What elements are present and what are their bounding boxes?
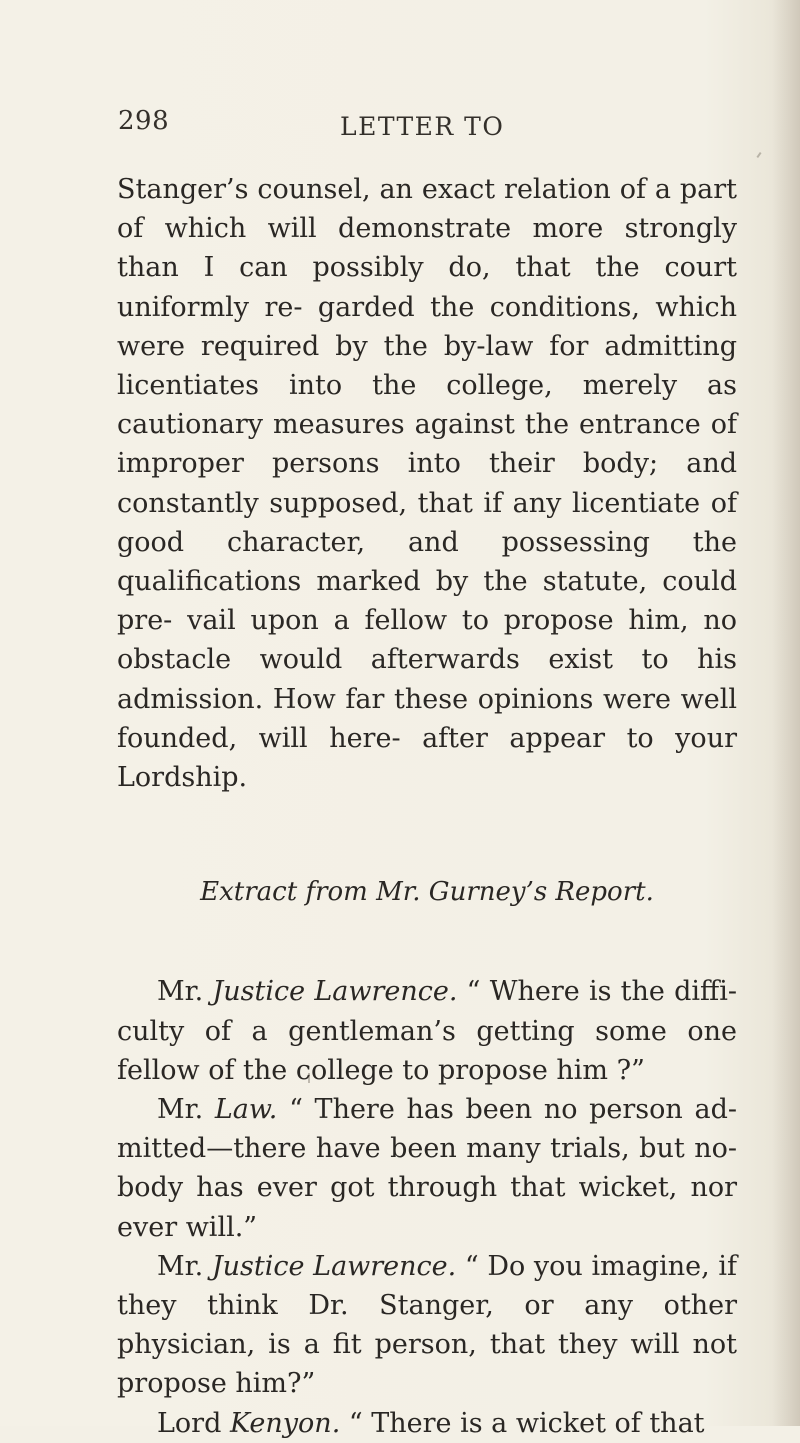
extract-caption: Extract from Mr. Gurney’s Report.	[200, 877, 654, 908]
page-number: 298	[118, 106, 170, 136]
exchange-4	[117, 1404, 737, 1443]
speech-text: “ There is a wicket of that	[348, 1407, 705, 1439]
page-body	[117, 170, 737, 1443]
print-speck	[308, 1073, 310, 1083]
running-head: LETTER TO	[340, 112, 505, 141]
speaker-name: Law.	[214, 1094, 278, 1126]
speaker-title: Lord	[157, 1407, 222, 1439]
speaker-name: Justice Lawrence.	[211, 1250, 457, 1282]
page-header	[0, 98, 800, 158]
speaker-title: Mr.	[157, 1250, 204, 1282]
speech-text: “ There has been no person ad- mitted—there have been many trials, but no- body has ever got through that wicket, nor ever will.”	[117, 1094, 737, 1243]
exchange-2	[117, 1090, 737, 1247]
speech-text: “ Do you imagine, if they think Dr. Stanger, or any other physician, is a fit person, that they will not propose him?”	[117, 1250, 737, 1400]
paragraph-1: Stanger’s counsel, an exact relation of a part of which will demonstrate more strongly than I can possibly do, that the court uniformly re- garded the conditions, which were required by the by-law for admitting licentiates into the college, merely as cautionary measures against the entrance of improper persons into their body; and constantly supposed, that if any licentiate of good character, and possessing the qualifications marked by the statute, could pre- vail upon a fellow to propose him, no obstacle would afterwards exist to his admission. How far these opinions were well founded, will here- after appear to your Lordship.	[117, 174, 737, 794]
speech-text: “ Where is the diffi- culty of a gentleman’s getting some one fellow of the college to propose him ?”	[117, 976, 737, 1086]
speaker-name: Kenyon.	[229, 1407, 341, 1439]
exchange-1	[117, 972, 737, 1090]
page-edge-shadow	[772, 0, 800, 1426]
speaker-title: Mr.	[157, 976, 204, 1008]
speaker-title: Mr.	[157, 1094, 204, 1126]
speaker-name: Justice Lawrence.	[212, 976, 458, 1008]
exchange-3	[117, 1247, 737, 1404]
